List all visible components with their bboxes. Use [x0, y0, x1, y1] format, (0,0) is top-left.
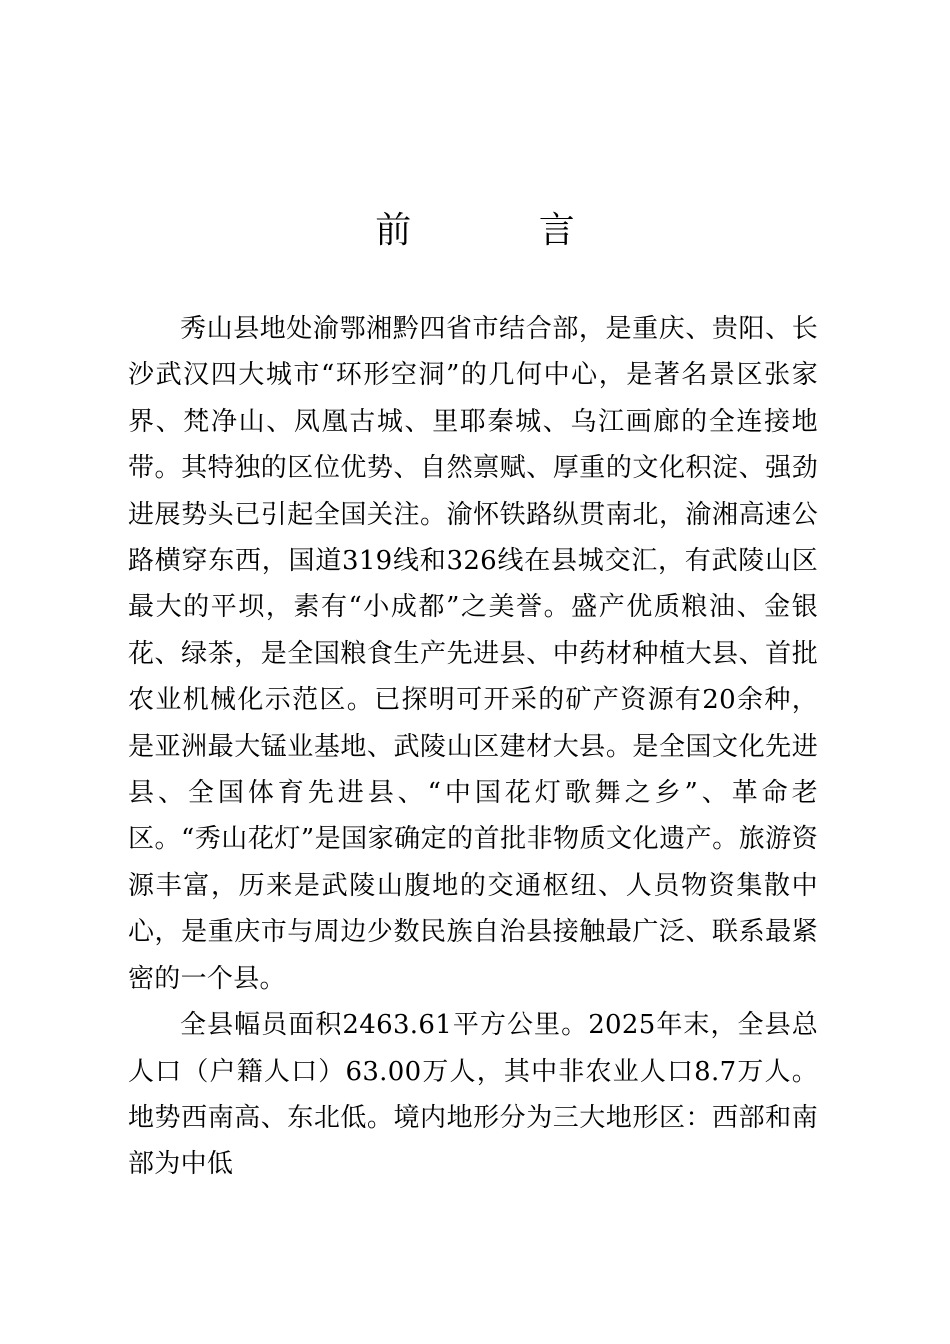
paragraph-geography: 全县幅员面积2463.61平方公里。2025年末，全县总人口（户籍人口）63.00万人，其中非农业人口8.7万人。地势西南高、东北低。境内地形分为三大地形区：西部和南部为中低 — [128, 1010, 818, 1180]
page-title: 前 言 — [375, 210, 633, 251]
paragraph-intro: 秀山县地处渝鄂湘黔四省市结合部，是重庆、贵阳、长沙武汉四大城市“环形空洞”的几何中心，是著名景区张家界、梵净山、凤凰古城、里耶秦城、乌江画廊的全连接地带。其特独的区位优势、自然禀赋、厚重的文化积淀、强劲进展势头已引起全国关注。渝怀铁路纵贯南北，渝湘高速公路横穿东西，国道319线和326线在县城交汇，有武陵山区最大的平坝，素有“小成都”之美誉。盛产优质粮油、金银花、绿茶，是全国粮食生产先进县、中药材种植大县、首批农业机械化示范区。已探明可开采的矿产资源有20余种，是亚洲最大锰业基地、武陵山区建材大县。是全国文化先进县、全国体育先进县、“中国花灯歌舞之乡”、革命老区。“秀山花灯”是国家确定的首批非物质文化遗产。旅游资源丰富，历来是武陵山腹地的交通枢纽、人员物资集散中心，是重庆市与周边少数民族自治县接触最广泛、联系最紧密的一个县。 — [128, 314, 818, 994]
body-text — [128, 306, 818, 1188]
